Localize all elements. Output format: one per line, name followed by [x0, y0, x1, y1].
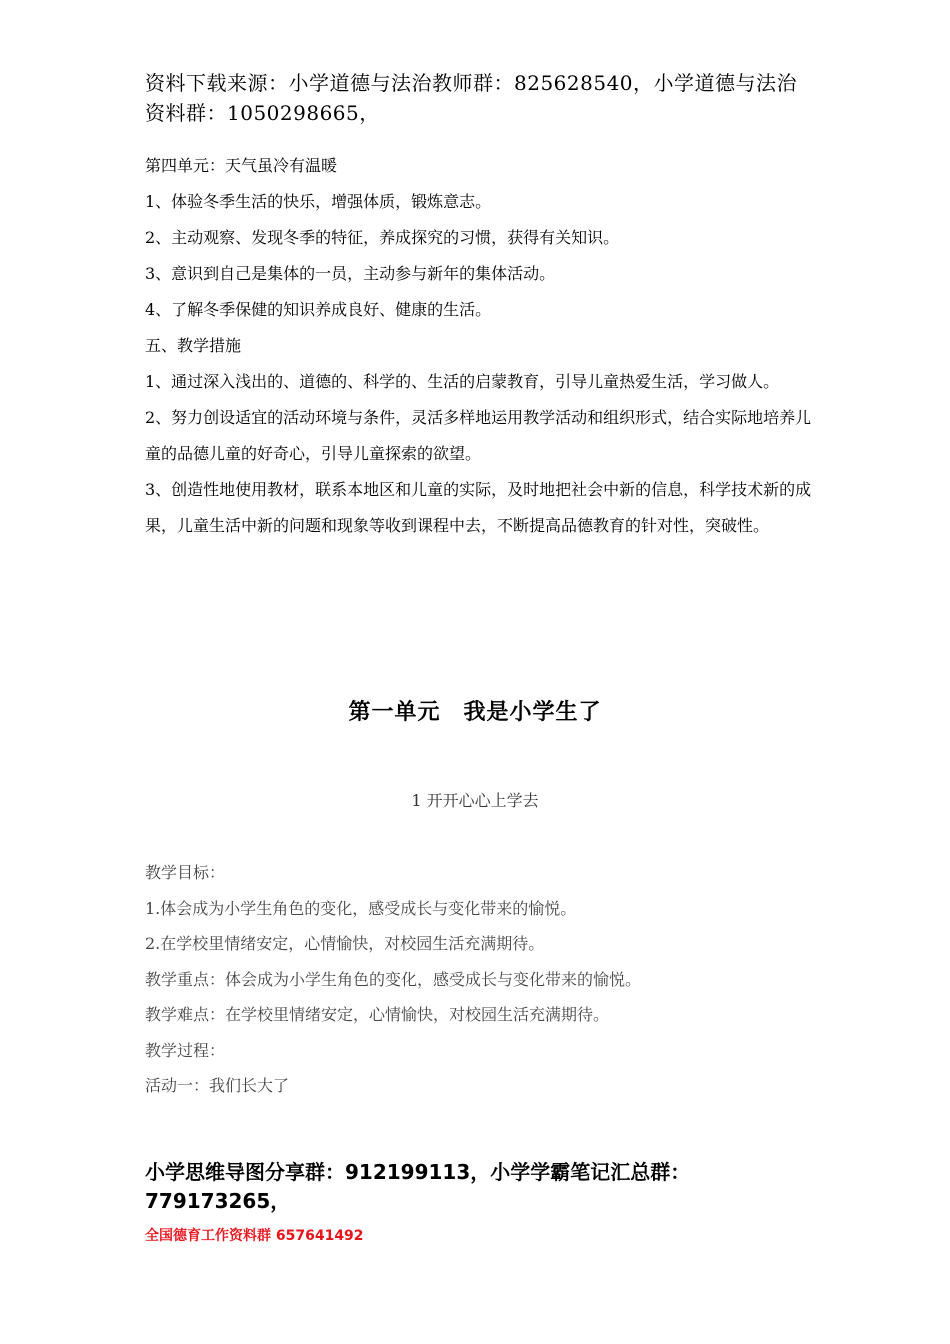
key-point: 教学重点：体会成为小学生角色的变化，感受成长与变化带来的愉悦。 — [145, 969, 642, 989]
unit-four-title: 第四单元：天气虽冷有温暖 — [145, 156, 338, 175]
footer-groups-line: 小学思维导图分享群：912199113，小学学霸笔记汇总群：779173265， — [145, 1160, 691, 1213]
source-header: 资料下载来源：小学道德与法治教师群：825628540，小学道德与法治资料群：1050298665， — [145, 71, 798, 125]
unit-four-item: 1、体验冬季生活的快乐，增强体质，锻炼意志。 — [145, 192, 492, 211]
goals-label: 教学目标： — [145, 863, 226, 882]
lesson-section — [145, 855, 815, 1104]
measures-title: 五、教学措施 — [145, 336, 242, 355]
unit-four-item: 4、了解冬季保健的知识养成良好、健康的生活。 — [145, 300, 492, 319]
lesson-title: 1 开开心心上学去 — [411, 791, 539, 810]
goal-item: 2.在学校里情绪安定，心情愉快，对校园生活充满期待。 — [145, 934, 545, 953]
measures-item: 1、通过深入浅出的、道德的、科学的、生活的启蒙教育，引导儿童热爱生活，学习做人。 — [145, 372, 780, 391]
unit-four-item: 3、意识到自己是集体的一员，主动参与新年的集体活动。 — [145, 264, 556, 283]
measures-item: 2、努力创设适宜的活动环境与条件，灵活多样地运用教学活动和组织形式，结合实际地培养儿童的品德儿童的好奇心，引导儿童探索的欲望。 — [145, 408, 812, 463]
activity-one: 活动一：我们长大了 — [145, 1076, 290, 1095]
unit-one-title: 第一单元 我是小学生了 — [348, 700, 602, 725]
process-label: 教学过程： — [145, 1040, 226, 1060]
goal-item: 1.体会成为小学生角色的变化，感受成长与变化带来的愉悦。 — [145, 898, 577, 918]
measures-item: 3、创造性地使用教材，联系本地区和儿童的实际，及时地把社会中新的信息，科学技术新的成果，儿童生活中新的问题和现象等收到课程中去，不断提高品德教育的针对性，突破性。 — [145, 480, 812, 535]
footer-red-line: 全国德育工作资料群 657641492 — [145, 1228, 364, 1244]
difficulty-point: 教学难点：在学校里情绪安定，心情愉快，对校园生活充满期待。 — [145, 1005, 610, 1024]
unit-four-item: 2、主动观察、发现冬季的特征，养成探究的习惯，获得有关知识。 — [145, 228, 620, 247]
unit-four-section — [145, 148, 815, 544]
